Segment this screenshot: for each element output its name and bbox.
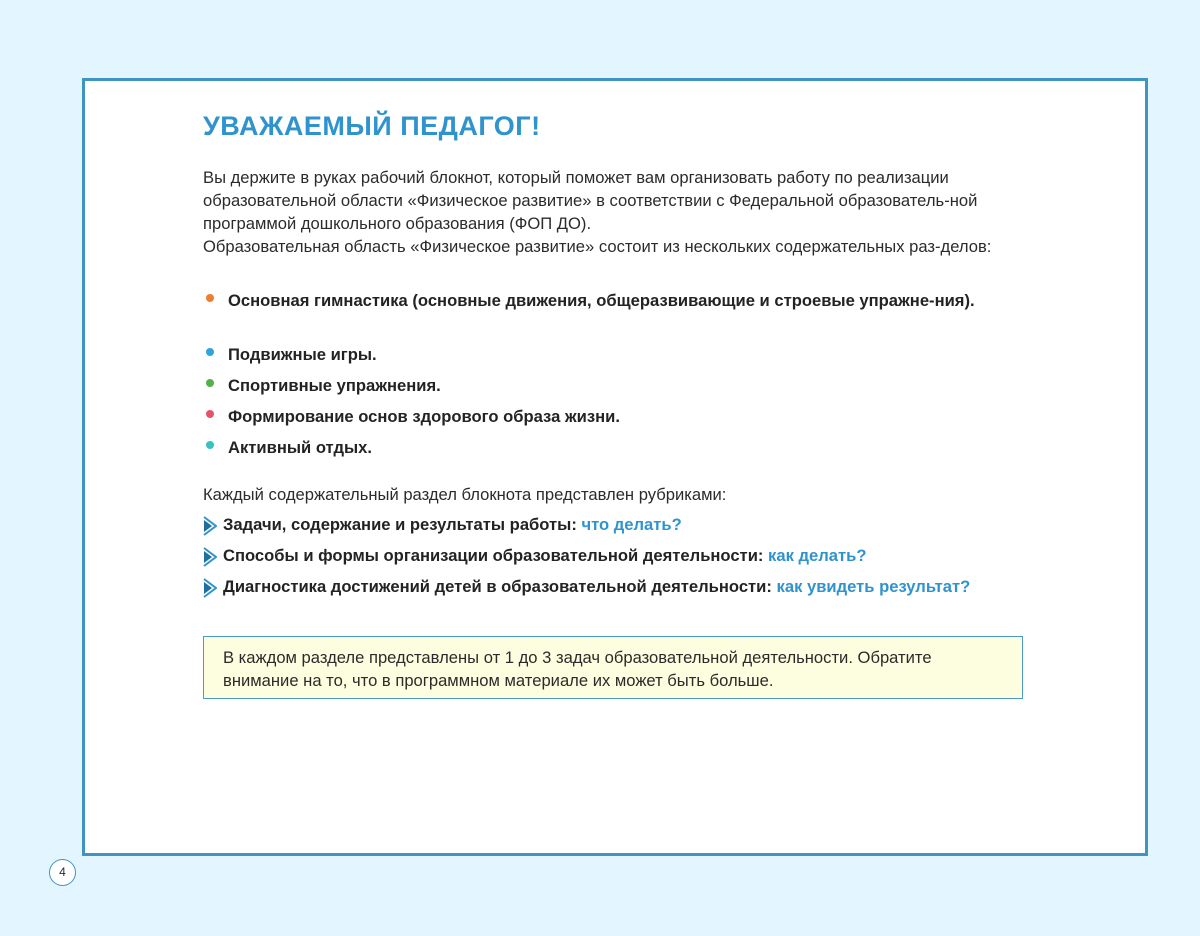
rubric-question: как увидеть результат? [776, 577, 971, 596]
section-item [203, 405, 1029, 436]
bullet-dot-icon [206, 379, 214, 387]
section-item [203, 436, 1029, 467]
rubric-text: Задачи, содержание и результаты работы: [223, 515, 577, 534]
section-item [203, 374, 1029, 405]
section-label: Формирование основ здорового образа жизни. [228, 407, 620, 426]
section-label: Подвижные игры. [228, 345, 377, 364]
section-item [203, 343, 1029, 374]
rubrics-intro: Каждый содержательный раздел блокнота представлен рубриками: [203, 485, 727, 504]
triangle-arrow-icon [203, 547, 217, 567]
bullet-dot-icon [206, 348, 214, 356]
rubric-question: как делать? [768, 546, 867, 565]
intro-paragraph-2: Образовательная область «Физическое развитие» состоит из нескольких содержательных раз-делов: [203, 237, 992, 256]
triangle-arrow-icon [203, 578, 217, 598]
page-number: 4 [49, 859, 76, 886]
section-label: Основная гимнастика (основные движения, общеразвивающие и строевые упражне-ния). [228, 291, 975, 310]
intro-paragraph-1: Вы держите в руках рабочий блокнот, который поможет вам организовать работу по реализации образовательной области «Физическое развитие» в соответствии с Федеральной образователь-ной программой дошкольного образования (ФОП ДО). [203, 168, 978, 233]
bullet-dot-icon [206, 441, 214, 449]
note-text: В каждом разделе представлены от 1 до 3 задач образовательной деятельности. Обратите внимание на то, что в программном материале их может быть больше. [223, 648, 932, 690]
sections-list [203, 289, 1029, 467]
section-item [203, 289, 1029, 343]
note-box [203, 636, 1023, 699]
section-label: Спортивные упражнения. [228, 376, 441, 395]
page-title: УВАЖАЕМЫЙ ПЕДАГОГ! [203, 111, 541, 141]
rubric-text: Диагностика достижений детей в образовательной деятельности: [223, 577, 772, 596]
rubric-question: что делать? [581, 515, 682, 534]
bullet-dot-icon [206, 294, 214, 302]
bullet-dot-icon [206, 410, 214, 418]
triangle-arrow-icon [203, 516, 217, 536]
section-label: Активный отдых. [228, 438, 372, 457]
rubric-text: Способы и формы организации образовательной деятельности: [223, 546, 764, 565]
intro-text [203, 166, 1029, 258]
